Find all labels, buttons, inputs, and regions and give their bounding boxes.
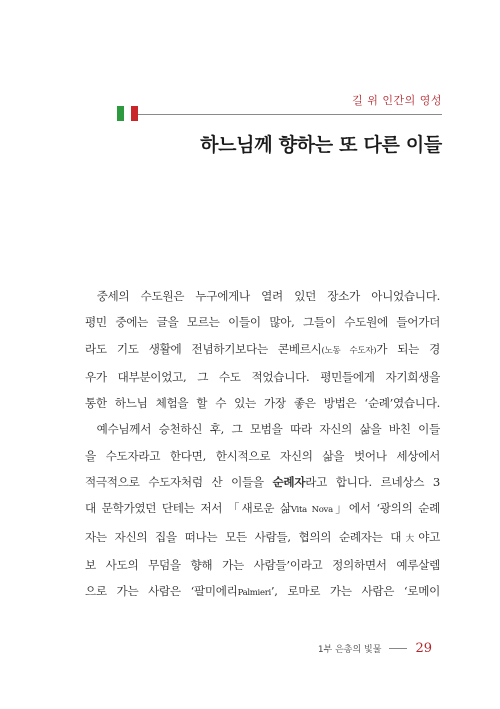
page-number: 29 bbox=[415, 641, 432, 656]
footer-divider bbox=[389, 648, 407, 649]
inline-note: 大 bbox=[401, 533, 419, 544]
paragraph-line: 통한 하느님 체험을 할 수 있는 가장 좋은 방법은 ‘순례’였습니다. bbox=[85, 396, 440, 411]
inline-note: Vita Nova bbox=[290, 505, 333, 516]
running-header: 길 위 인간의 영성 bbox=[352, 94, 442, 107]
paragraph-line: 자는 자신의 집을 떠나는 모든 사람들, 협의의 순례자는 대大야고 bbox=[85, 529, 440, 544]
inline-note: Palmieri bbox=[237, 588, 271, 599]
paragraph-line: 예수님께서 승천하신 후, 그 모범을 따라 자신의 삶을 바친 이들 bbox=[96, 422, 440, 437]
paragraph-line: 평민 중에는 글을 모르는 이들이 많아, 그들이 수도원에 들어가더 bbox=[85, 315, 440, 330]
emphasis-term: 순례자 bbox=[272, 475, 306, 490]
paragraph-line: 라도 기도 생활에 전념하기보다는 콘베르시(노동 수도자)가 되는 경 bbox=[85, 341, 440, 356]
paragraph-line: 대 문학가였던 단테는 저서 「새로운 삶Vita Nova」에서 ‘광의의 순례 bbox=[85, 501, 441, 516]
body-text bbox=[85, 283, 440, 607]
italy-flag-icon bbox=[117, 106, 138, 121]
header-rule bbox=[117, 114, 442, 115]
paragraph-line: 적극적으로 수도자처럼 산 이들을 순례자라고 합니다. 르네상스 3 bbox=[85, 475, 440, 490]
flag-stripe-red bbox=[131, 106, 138, 121]
paragraph-line: 을 수도자라고 한다면, 한시적으로 자신의 삶을 벗어나 세상에서 bbox=[85, 448, 440, 463]
flag-stripe-green bbox=[117, 106, 124, 121]
page-footer bbox=[318, 641, 432, 656]
chapter-title: 하느님께 향하는 또 다른 이들 bbox=[200, 134, 442, 156]
paragraph-line: 보 사도의 무덤을 향해 가는 사람들’이라고 정의하면서 예루살렘 bbox=[85, 557, 440, 572]
paragraph-line: 으로 가는 사람은 ‘팔미에리Palmieri’, 로마로 가는 사람은 ‘로메이 bbox=[85, 584, 441, 599]
inline-note: (노동 수도자) bbox=[321, 345, 377, 356]
paragraph-line: 중세의 수도원은 누구에게나 열려 있던 장소가 아니었습니다. bbox=[96, 289, 440, 303]
flag-stripe-white bbox=[124, 106, 131, 121]
footer-part-label: 1부 은총의 빛물 bbox=[317, 645, 382, 655]
paragraph-line: 우가 대부분이었고, 그 수도 적었습니다. 평민들에게 자기희생을 bbox=[85, 369, 440, 384]
